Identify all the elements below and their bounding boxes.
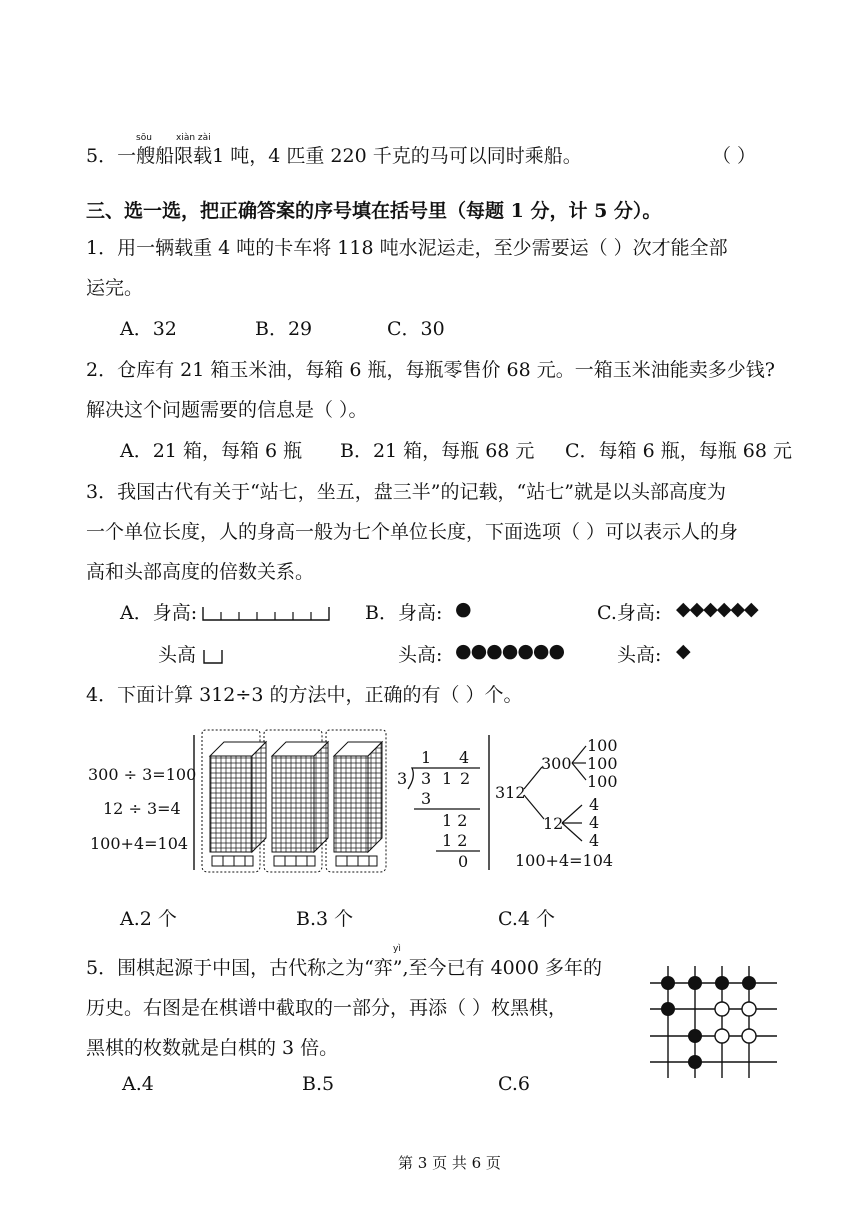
q3-option-b-body-dots: ● xyxy=(455,598,472,620)
pinyin-sou: sōu xyxy=(136,133,152,143)
prev-q5-text-a: 5．一艘船 xyxy=(86,145,175,167)
q4-method1-eq1: 300 ÷ 3=100 xyxy=(88,765,197,784)
q1-option-b[interactable]: B．29 xyxy=(255,318,313,340)
q4-div-step-2: 1 2 xyxy=(442,811,468,830)
q3-option-a-head-ruler xyxy=(203,648,225,664)
q2-line1: 2．仓库有 21 箱玉米油，每箱 6 瓶，每瓶零售价 68 元。一箱玉米油能卖多少钱? xyxy=(86,359,775,381)
q3-line3: 高和头部高度的倍数关系。 xyxy=(86,561,315,583)
q3-line2: 一个单位长度，人的身高一般为七个单位长度，下面选项（ ）可以表示人的身 xyxy=(86,521,739,543)
prev-q5-answer-paren[interactable]: （ ） xyxy=(712,145,757,167)
q3-option-b-body-label[interactable]: B．身高: xyxy=(365,602,443,624)
prev-question-5 xyxy=(86,141,582,168)
q5-option-c[interactable]: C.6 xyxy=(498,1073,530,1095)
q5-go-board-picture xyxy=(645,962,780,1080)
q3-option-b-head-label: 头高: xyxy=(398,644,443,666)
q4-method1-eq2: 12 ÷ 3=4 xyxy=(103,799,181,818)
q3-option-c-head-label: 头高: xyxy=(617,644,662,666)
q4-div-dividend-3: 2 xyxy=(460,769,471,788)
q4-option-a[interactable]: A.2 个 xyxy=(120,908,177,930)
q4-div-quotient-2: 4 xyxy=(459,748,470,767)
page-number: 第 3 页 共 6 页 xyxy=(398,1154,501,1172)
q4-div-step-3: 1 2 xyxy=(442,831,468,850)
q4-div-dividend-1: 3 xyxy=(421,769,432,788)
q5-option-a[interactable]: A.4 xyxy=(122,1073,154,1095)
q4-line1: 4．下面计算 312÷3 的方法中，正确的有（ ）个。 xyxy=(86,684,523,706)
q4-method1-eq3: 100+4=104 xyxy=(90,834,189,853)
q2-option-a[interactable]: A．21 箱，每箱 6 瓶 xyxy=(120,440,303,462)
q3-line1: 3．我国古代有关于“站七，坐五，盘三半”的记载，“站七”就是以头部高度为 xyxy=(86,481,726,503)
q1-option-c[interactable]: C．30 xyxy=(387,318,445,340)
prev-q5-text-b: 限载 xyxy=(174,145,213,167)
q1-option-a[interactable]: A．32 xyxy=(120,318,177,340)
q3-option-c-head-diamond: ◆ xyxy=(676,640,691,662)
q4-tree-node-300: 300 xyxy=(541,754,572,773)
q3-option-c-body-diamonds: ◆◆◆◆◆◆ xyxy=(676,598,758,620)
q1-line2: 运完。 xyxy=(86,277,144,299)
q4-div-quotient-1: 1 xyxy=(421,748,432,767)
q4-tree-leaf-100-1: 100 xyxy=(587,736,618,755)
q2-option-b[interactable]: B．21 箱，每瓶 68 元 xyxy=(340,440,535,462)
q4-tree-leaf-100-3: 100 xyxy=(587,772,618,791)
q4-tree-leaf-100-2: 100 xyxy=(587,754,618,773)
section-3-title: 三、选一选，把正确答案的序号填在括号里（每题 1 分，计 5 分）。 xyxy=(86,200,662,222)
q4-div-step-1: 3 xyxy=(421,789,432,808)
pinyin-xianzai: xiàn zài xyxy=(176,133,211,143)
q4-option-c[interactable]: C.4 个 xyxy=(498,908,556,930)
q4-tree-root: 312 xyxy=(495,783,526,802)
q4-tree-leaf-4-2: 4 xyxy=(589,813,600,832)
q4-div-divisor: 3 xyxy=(397,769,408,788)
q4-div-dividend-2: 1 xyxy=(442,769,453,788)
q3-option-b-head-dots: ●●●●●●● xyxy=(455,640,565,662)
q4-method2-blocks-picture xyxy=(196,728,394,876)
q3-option-c-body-label[interactable]: C.身高: xyxy=(597,602,662,624)
q2-line2: 解决这个问题需要的信息是（ ）。 xyxy=(86,399,368,421)
q5-option-b[interactable]: B.5 xyxy=(302,1073,335,1095)
q3-option-a-body-label[interactable]: A．身高: xyxy=(120,602,198,624)
q4-tree-leaf-4-3: 4 xyxy=(589,831,600,850)
q2-option-c[interactable]: C．每箱 6 瓶，每瓶 68 元 xyxy=(565,440,792,462)
prev-q5-text-c: 1 吨，4 匹重 220 千克的马可以同时乘船。 xyxy=(212,145,582,167)
q4-div-remainder: 0 xyxy=(458,852,469,871)
q5-line2: 历史。右图是在棋谱中截取的一部分，再添（ ）枚黑棋， xyxy=(86,997,568,1019)
q4-option-b[interactable]: B.3 个 xyxy=(296,908,354,930)
q4-tree-sum: 100+4=104 xyxy=(515,851,614,870)
q5-pinyin-yi: yì xyxy=(393,944,401,954)
q4-tree-node-12: 12 xyxy=(543,814,564,833)
q5-line3: 黑棋的枚数就是白棋的 3 倍。 xyxy=(86,1037,339,1059)
q3-option-a-head-label: 头高 xyxy=(158,644,197,666)
q4-tree-leaf-4-1: 4 xyxy=(589,795,600,814)
q5-line1: 5．围棋起源于中国，古代称之为“弈”,至今已有 4000 多年的 xyxy=(86,957,602,979)
q1-line1: 1．用一辆载重 4 吨的卡车将 118 吨水泥运走，至少需要运（ ）次才能全部 xyxy=(86,237,728,259)
q3-option-a-body-ruler xyxy=(202,605,332,621)
